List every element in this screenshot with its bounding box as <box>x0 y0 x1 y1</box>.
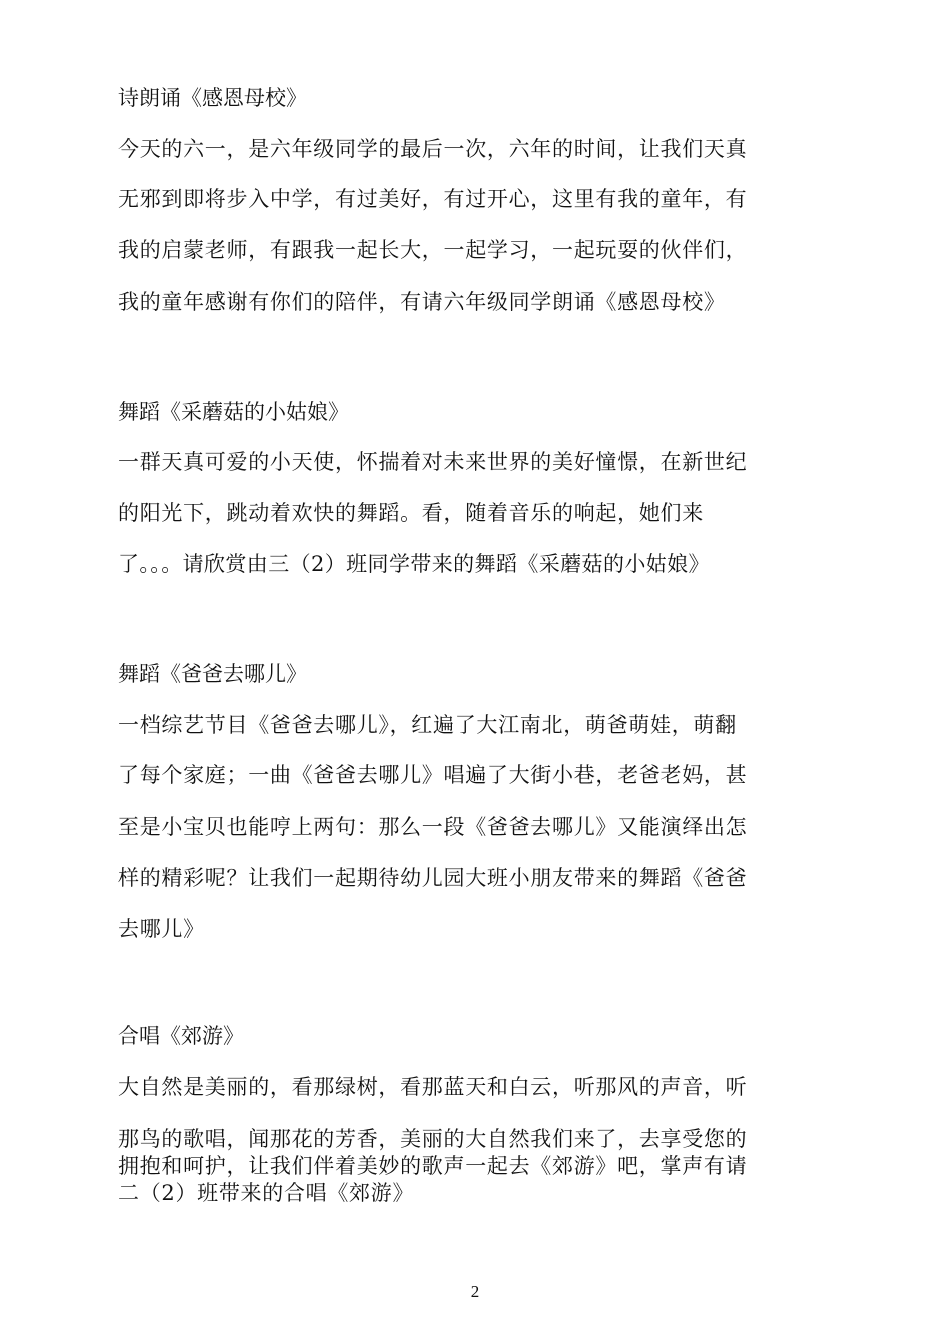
section-1-line-4: 我的童年感谢有你们的陪伴，有请六年级同学朗诵《感恩母校》 <box>118 290 726 314</box>
section-3-line-4: 样的精彩呢？让我们一起期待幼儿园大班小朋友带来的舞蹈《爸爸 <box>118 866 748 890</box>
section-1-line-1: 今天的六一，是六年级同学的最后一次，六年的时间，让我们天真 <box>118 137 748 161</box>
section-title-poem-recital: 诗朗诵《感恩母校》 <box>118 86 307 110</box>
page-number: 2 <box>470 1282 480 1301</box>
section-2-line-2: 的阳光下，跳动着欢快的舞蹈。看，随着音乐的响起，她们来 <box>118 501 704 525</box>
section-1-line-3: 我的启蒙老师，有跟我一起长大，一起学习，一起玩耍的伙伴们， <box>118 238 748 262</box>
section-4-line-1: 大自然是美丽的，看那绿树，看那蓝天和白云，听那风的声音，听 <box>118 1075 748 1099</box>
section-2-line-3: 了。。。请欣赏由三（2）班同学带来的舞蹈《采蘑菇的小姑娘》 <box>118 552 710 576</box>
section-1-line-2: 无邪到即将步入中学，有过美好，有过开心，这里有我的童年，有 <box>118 187 748 211</box>
section-2-line-1: 一群天真可爱的小天使，怀揣着对未来世界的美好憧憬，在新世纪 <box>118 450 748 474</box>
section-3-line-5: 去哪儿》 <box>118 917 205 941</box>
section-title-mushroom-dance: 舞蹈《采蘑菇的小姑娘》 <box>118 400 349 424</box>
section-3-line-3: 至是小宝贝也能哼上两句：那么一段《爸爸去哪儿》又能演绎出怎 <box>118 815 748 839</box>
section-title-dad-dance: 舞蹈《爸爸去哪儿》 <box>118 662 307 686</box>
section-3-line-2: 了每个家庭；一曲《爸爸去哪儿》唱遍了大街小巷，老爸老妈，甚 <box>118 763 748 787</box>
section-3-line-1: 一档综艺节目《爸爸去哪儿》，红遍了大江南北，萌爸萌娃，萌翻 <box>118 713 737 737</box>
section-4-line-4: 二（2）班带来的合唱《郊游》 <box>118 1181 415 1205</box>
section-4-line-2: 那鸟的歌唱，闻那花的芳香，美丽的大自然我们来了，去享受您的 <box>118 1127 748 1151</box>
section-4-line-3: 拥抱和呵护，让我们伴着美妙的歌声一起去《郊游》吧，掌声有请 <box>118 1154 748 1178</box>
section-title-chorus-outing: 合唱《郊游》 <box>118 1024 244 1048</box>
